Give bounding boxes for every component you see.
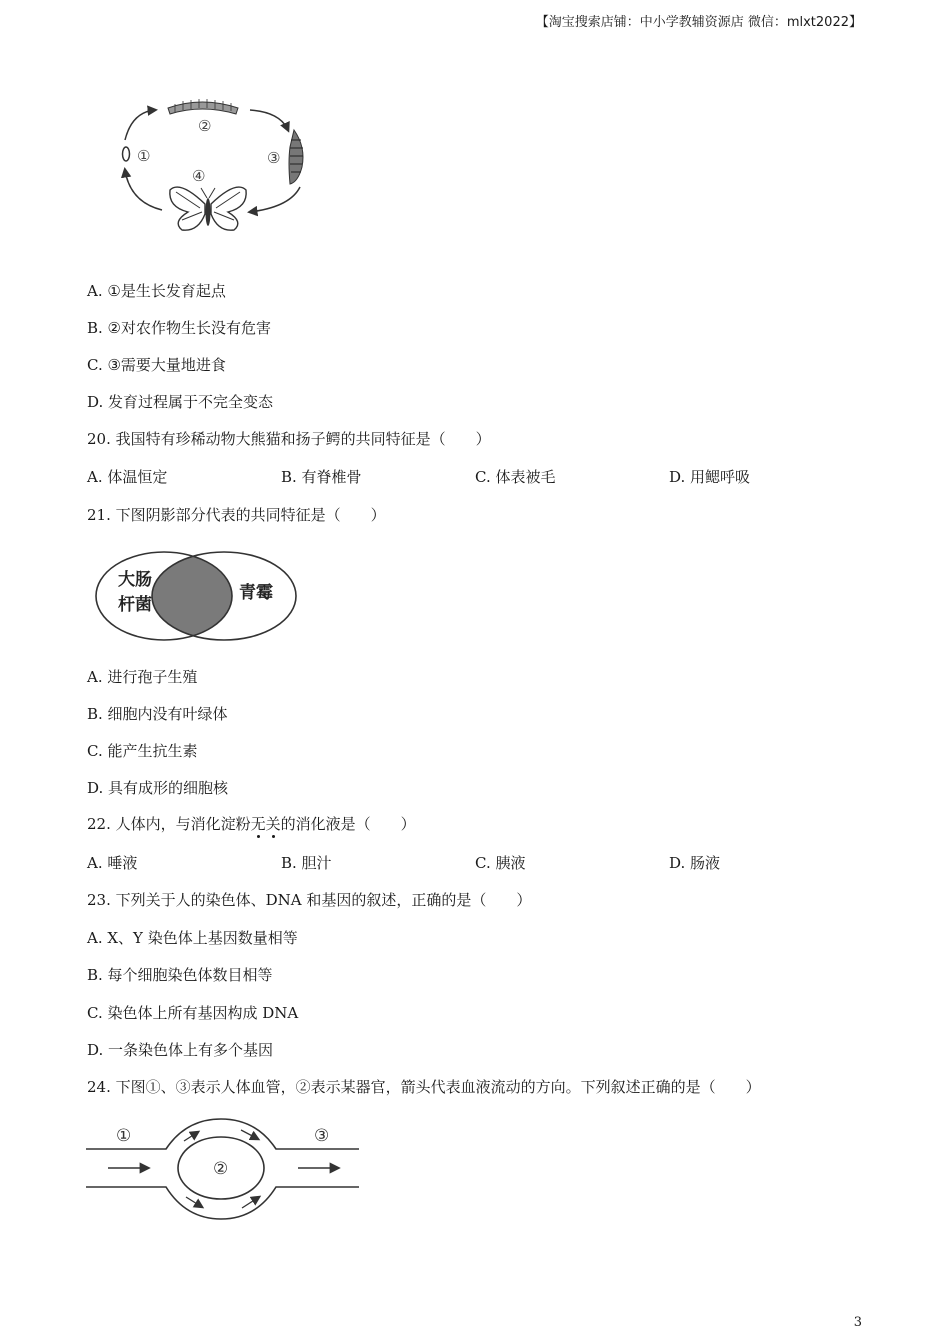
q21-option-a[interactable]: A. 进行孢子生殖 <box>87 668 198 686</box>
cycle-arrow-3 <box>250 187 300 212</box>
q19-option-a[interactable]: A. ①是生长发育起点 <box>87 282 226 300</box>
flow-arrow-lower-1 <box>186 1197 202 1207</box>
q22-emphasis-1: 无 <box>250 815 266 833</box>
q24-stem: 24. 下图①、③表示人体血管，②表示某器官，箭头代表血液流动的方向。下列叙述正确的是（ ） <box>87 1078 761 1096</box>
q21-option-c[interactable]: C. 能产生抗生素 <box>87 742 198 760</box>
q22-stem-post: 的消化液是（ ） <box>280 815 416 833</box>
page-number: 3 <box>853 1315 862 1330</box>
q23-stem: 23. 下列关于人的染色体、DNA 和基因的叙述，正确的是（ ） <box>87 891 532 909</box>
q22-option-d[interactable]: D. 肠液 <box>669 854 721 872</box>
vessel-label-3: ③ <box>314 1126 330 1146</box>
butterfly-lifecycle-figure <box>110 92 320 242</box>
q23-option-b[interactable]: B. 每个细胞染色体数目相等 <box>87 966 273 984</box>
organ-label-2: ② <box>213 1159 229 1179</box>
q21-option-b[interactable]: B. 细胞内没有叶绿体 <box>87 705 228 723</box>
page-header: 【淘宝搜索店铺：中小学教辅资源店 微信：mlxt2022】 <box>535 15 862 30</box>
q20-option-d[interactable]: D. 用鳃呼吸 <box>669 468 751 486</box>
q22-emphasis-2: 关 <box>265 815 281 833</box>
venn-diagram <box>94 550 304 642</box>
flow-arrow-lower-2 <box>242 1197 259 1208</box>
q22-option-a[interactable]: A. 唾液 <box>87 854 138 872</box>
venn-left-label-2: 杆菌 <box>118 595 152 615</box>
q21-option-d[interactable]: D. 具有成形的细胞核 <box>87 779 229 797</box>
q23-option-d[interactable]: D. 一条染色体上有多个基因 <box>87 1041 274 1059</box>
larva-icon <box>168 99 238 114</box>
q19-option-d[interactable]: D. 发育过程属于不完全变态 <box>87 393 274 411</box>
q19-option-b[interactable]: B. ②对农作物生长没有危害 <box>87 319 272 337</box>
label-4: ④ <box>192 167 206 185</box>
cycle-arrow-4 <box>125 170 162 210</box>
pupa-icon <box>289 130 303 184</box>
venn-left-label-1: 大肠 <box>118 570 152 590</box>
cycle-arrow-2 <box>250 110 288 130</box>
label-2: ② <box>198 117 212 135</box>
egg-icon <box>123 147 130 161</box>
q22-option-c[interactable]: C. 胰液 <box>475 854 526 872</box>
venn-right-label: 青霉 <box>239 583 273 603</box>
label-1: ① <box>137 147 151 165</box>
butterfly-icon <box>170 187 246 230</box>
flow-arrow-upper-1 <box>184 1132 198 1141</box>
q22-stem <box>87 814 416 834</box>
label-3: ③ <box>267 149 281 167</box>
q22-stem-pre: 22. 人体内，与消化淀粉 <box>87 815 251 833</box>
q21-stem: 21. 下图阴影部分代表的共同特征是（ ） <box>87 506 386 524</box>
cycle-arrow-1 <box>125 110 155 140</box>
q23-option-a[interactable]: A. X、Y 染色体上基因数量相等 <box>87 929 298 947</box>
q20-stem: 20. 我国特有珍稀动物大熊猫和扬子鳄的共同特征是（ ） <box>87 430 491 448</box>
q19-option-c[interactable]: C. ③需要大量地进食 <box>87 356 226 374</box>
q20-option-b[interactable]: B. 有脊椎骨 <box>281 468 362 486</box>
vessel-label-1: ① <box>116 1126 132 1146</box>
q22-option-b[interactable]: B. 胆汁 <box>281 854 332 872</box>
flow-arrow-upper-2 <box>241 1130 258 1139</box>
q23-option-c[interactable]: C. 染色体上所有基因构成 DNA <box>87 1004 299 1022</box>
q20-option-c[interactable]: C. 体表被毛 <box>475 468 556 486</box>
q20-option-a[interactable]: A. 体温恒定 <box>87 468 168 486</box>
blood-vessel-figure <box>86 1115 362 1225</box>
